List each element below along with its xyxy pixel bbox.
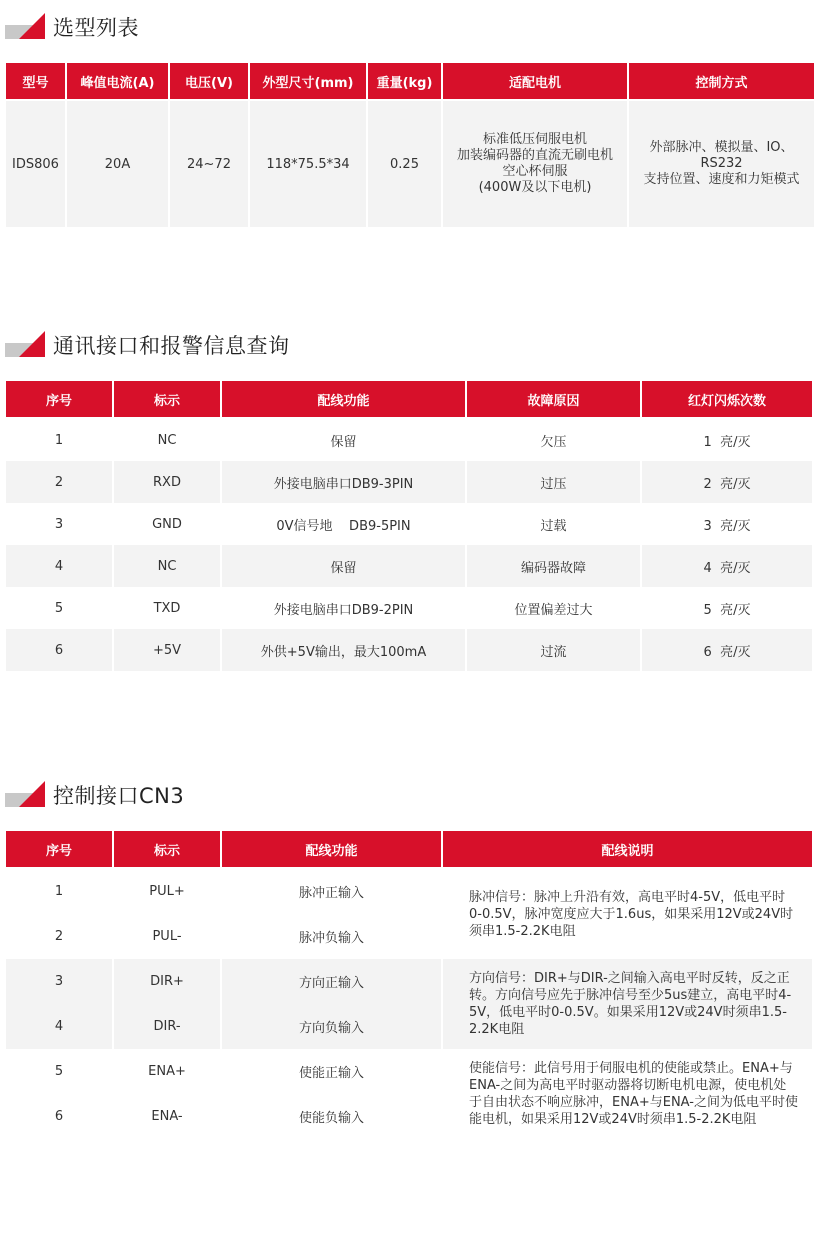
cell-label: GND bbox=[114, 503, 220, 545]
section-marker-icon bbox=[5, 331, 47, 359]
header-no: 序号 bbox=[6, 381, 112, 419]
cell-no: 4 bbox=[6, 545, 112, 587]
header-description: 配线说明 bbox=[443, 831, 812, 869]
cell-description: 方向信号：DIR+与DIR-之间输入高电平时反转，反之正转。方向信号应先于脉冲信号至少5us建立，高电平时4-5V，低电平时0-0.5V。如果采用12V或24V时须串1.5-2.2K电阻 bbox=[443, 959, 812, 1049]
cell-function: 0V信号地 DB9-5PIN bbox=[222, 503, 465, 545]
table-row bbox=[6, 503, 812, 545]
motor-line: (400W及以下电机) bbox=[478, 180, 592, 195]
table-row bbox=[6, 101, 814, 227]
header-voltage: 电压(V) bbox=[170, 63, 248, 101]
cell-description: 脉冲信号：脉冲上升沿有效，高电平时4-5V，低电平时0-0.5V，脉冲宽度应大于1.6us，如果采用12V或24V时须串1.5-2.2K电阻 bbox=[443, 869, 812, 959]
motor-line: 加装编码器的直流无刷电机 bbox=[456, 148, 613, 163]
table-row bbox=[6, 1049, 812, 1094]
cell-blink: 5 亮/灭 bbox=[642, 587, 812, 629]
table-row bbox=[6, 629, 812, 671]
cn3-table bbox=[4, 831, 814, 1139]
cell-no: 3 bbox=[6, 503, 112, 545]
motor-line: 标准低压伺服电机 bbox=[482, 132, 587, 147]
cell-label: +5V bbox=[114, 629, 220, 671]
section-marker-icon bbox=[5, 781, 47, 809]
cell-function: 使能负输入 bbox=[222, 1094, 441, 1139]
header-model: 型号 bbox=[6, 63, 65, 101]
cell-label: RXD bbox=[114, 461, 220, 503]
cell-label: TXD bbox=[114, 587, 220, 629]
cell-fault: 过载 bbox=[467, 503, 640, 545]
header-no: 序号 bbox=[6, 831, 112, 869]
header-motor: 适配电机 bbox=[443, 63, 627, 101]
cell-fault: 过压 bbox=[467, 461, 640, 503]
table-row bbox=[6, 545, 812, 587]
cell-size: 118*75.5*34 bbox=[250, 101, 366, 227]
cell-no: 2 bbox=[6, 461, 112, 503]
control-line: 支持位置、速度和力矩模式 bbox=[643, 172, 800, 187]
cell-no: 4 bbox=[6, 1004, 112, 1049]
table-row bbox=[6, 869, 812, 914]
section-title-selection bbox=[5, 10, 139, 44]
cell-label: NC bbox=[114, 545, 220, 587]
cell-label: DIR+ bbox=[114, 959, 220, 1004]
section-title-text: 控制接口CN3 bbox=[53, 784, 185, 808]
section-marker-icon bbox=[5, 13, 47, 41]
cell-function: 外接电脑串口DB9-2PIN bbox=[222, 587, 465, 629]
cell-function: 保留 bbox=[222, 545, 465, 587]
cell-fault: 位置偏差过大 bbox=[467, 587, 640, 629]
cell-current: 20A bbox=[67, 101, 168, 227]
cell-label: PUL+ bbox=[114, 869, 220, 914]
cell-no: 5 bbox=[6, 1049, 112, 1094]
section-title-comm bbox=[5, 328, 290, 362]
table-row bbox=[6, 461, 812, 503]
cell-no: 2 bbox=[6, 914, 112, 959]
header-label: 标示 bbox=[114, 381, 220, 419]
header-function: 配线功能 bbox=[222, 831, 441, 869]
cell-blink: 6 亮/灭 bbox=[642, 629, 812, 671]
section-title-text: 通讯接口和报警信息查询 bbox=[53, 334, 290, 358]
table-header-row bbox=[6, 831, 812, 869]
table-row bbox=[6, 959, 812, 1004]
section-title-cn3 bbox=[5, 778, 184, 812]
cell-no: 6 bbox=[6, 1094, 112, 1139]
cell-function: 外接电脑串口DB9-3PIN bbox=[222, 461, 465, 503]
cell-no: 5 bbox=[6, 587, 112, 629]
cell-label: DIR- bbox=[114, 1004, 220, 1049]
header-label: 标示 bbox=[114, 831, 220, 869]
table-row bbox=[6, 587, 812, 629]
cell-function: 保留 bbox=[222, 419, 465, 461]
cell-fault: 过流 bbox=[467, 629, 640, 671]
cell-function: 方向负输入 bbox=[222, 1004, 441, 1049]
cell-label: ENA- bbox=[114, 1094, 220, 1139]
header-function: 配线功能 bbox=[222, 381, 465, 419]
header-weight: 重量(kg) bbox=[368, 63, 441, 101]
cell-blink: 4 亮/灭 bbox=[642, 545, 812, 587]
motor-line: 空心杯伺服 bbox=[502, 164, 568, 179]
cell-model: IDS806 bbox=[6, 101, 65, 227]
cell-description: 使能信号：此信号用于伺服电机的使能或禁止。ENA+与ENA-之间为高电平时驱动器将切断电机电源，使电机处于自由状态不响应脉冲，ENA+与ENA-之间为低电平时使能电机，如果采用12V或24V时须串1.5-2.2K电阻 bbox=[443, 1049, 812, 1139]
section-title-text: 选型列表 bbox=[53, 16, 139, 40]
header-peak-current: 峰值电流(A) bbox=[67, 63, 168, 101]
table-header-row bbox=[6, 63, 814, 101]
header-control: 控制方式 bbox=[629, 63, 814, 101]
cell-no: 1 bbox=[6, 419, 112, 461]
cell-label: NC bbox=[114, 419, 220, 461]
cell-label: ENA+ bbox=[114, 1049, 220, 1094]
cell-function: 方向正输入 bbox=[222, 959, 441, 1004]
header-size: 外型尺寸(mm) bbox=[250, 63, 366, 101]
cell-function: 脉冲负输入 bbox=[222, 914, 441, 959]
cell-function: 脉冲正输入 bbox=[222, 869, 441, 914]
cell-blink: 2 亮/灭 bbox=[642, 461, 812, 503]
cell-no: 6 bbox=[6, 629, 112, 671]
table-header-row bbox=[6, 381, 812, 419]
cell-function: 使能正输入 bbox=[222, 1049, 441, 1094]
cell-weight: 0.25 bbox=[368, 101, 441, 227]
cell-fault: 欠压 bbox=[467, 419, 640, 461]
cell-voltage: 24~72 bbox=[170, 101, 248, 227]
control-line: 外部脉冲、模拟量、IO、RS232 bbox=[649, 140, 794, 171]
cell-blink: 3 亮/灭 bbox=[642, 503, 812, 545]
table-row bbox=[6, 419, 812, 461]
cell-no: 3 bbox=[6, 959, 112, 1004]
cell-fault: 编码器故障 bbox=[467, 545, 640, 587]
selection-table bbox=[4, 63, 815, 227]
comm-table bbox=[4, 381, 814, 671]
cell-control bbox=[629, 101, 814, 227]
cell-function: 外供+5V输出，最大100mA bbox=[222, 629, 465, 671]
cell-no: 1 bbox=[6, 869, 112, 914]
cell-motor bbox=[443, 101, 627, 227]
cell-blink: 1 亮/灭 bbox=[642, 419, 812, 461]
cell-label: PUL- bbox=[114, 914, 220, 959]
header-fault: 故障原因 bbox=[467, 381, 640, 419]
header-blink: 红灯闪烁次数 bbox=[642, 381, 812, 419]
